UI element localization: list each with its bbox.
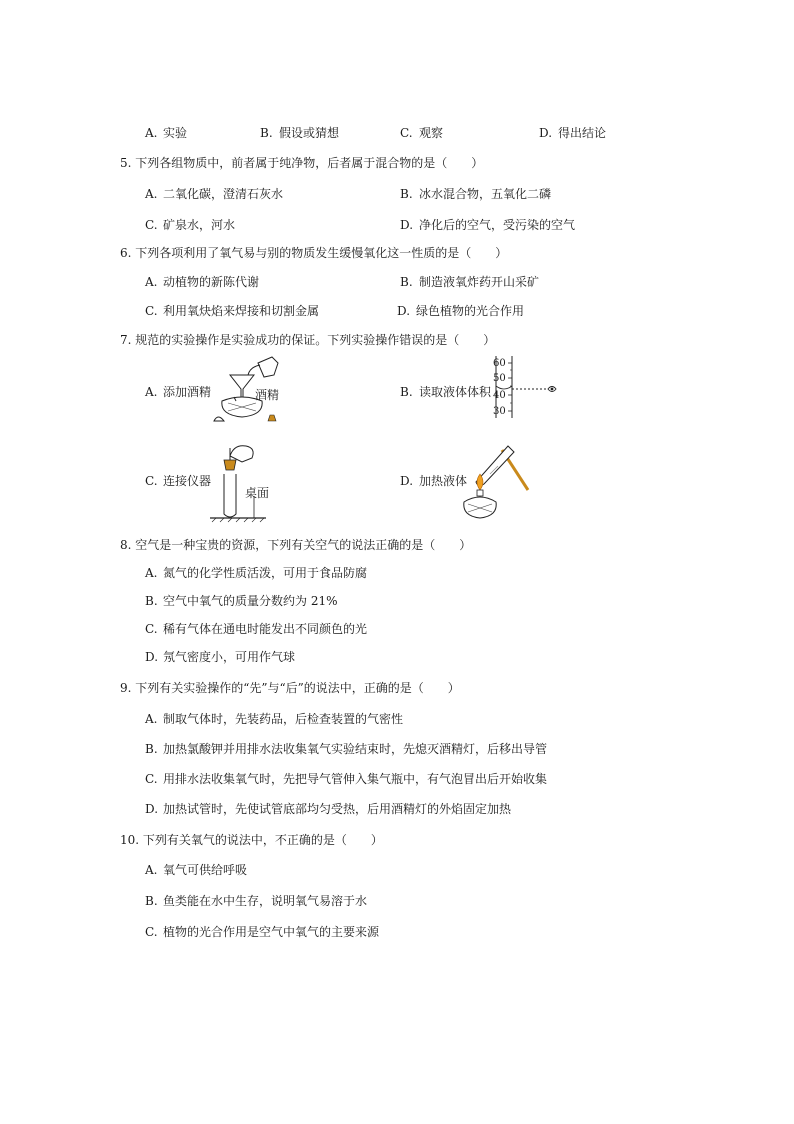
q6-stem: 6. 下列各项利用了氧气易与别的物质发生缓慢氧化这一性质的是（ ）: [120, 246, 508, 260]
q5-option-b-letter: B.: [400, 187, 413, 201]
q7-option-d-text: 加热液体: [419, 474, 468, 488]
funnel-icon: [230, 375, 254, 397]
q7-option-b-text: 读取液体体积: [419, 385, 492, 399]
q10-option-a-text: 氧气可供给呼吸: [163, 863, 248, 877]
q8-stem: 8. 空气是一种宝贵的资源，下列有关空气的说法正确的是（ ）: [120, 538, 472, 552]
q4-option-a-text: 实验: [163, 126, 188, 140]
q5-option-b-text: 冰水混合物，五氧化二磷: [419, 187, 552, 201]
rubber-stopper-icon: [224, 460, 236, 470]
q6-option-b-text: 制造液氧炸药开山采矿: [419, 275, 540, 289]
q9-option-c-text: 用排水法收集氧气时，先把导气管伸入集气瓶中，有气泡冒出后开始收集: [163, 772, 548, 786]
q7-option-c-letter: C.: [145, 474, 158, 488]
connect-apparatus-figure: [210, 438, 280, 524]
q7-option-b-letter: B.: [400, 385, 413, 399]
q10-option-c-text: 植物的光合作用是空气中氧气的主要来源: [163, 925, 380, 939]
scale-tick-50: 50: [493, 373, 506, 384]
q10-option-a-letter: A.: [145, 863, 158, 877]
scale-tick-60: 60: [493, 358, 506, 369]
q7-option-a-letter: A.: [145, 385, 158, 399]
q7-option-a-text: 添加酒精: [163, 385, 212, 399]
q10-option-c-letter: C.: [145, 925, 158, 939]
q10-option-b-letter: B.: [145, 894, 158, 908]
q8-option-d-letter: D.: [145, 650, 159, 664]
q4-option-d-letter: D.: [539, 126, 553, 140]
q7-option-d-letter: D.: [400, 474, 414, 488]
q4-option-a-letter: A.: [145, 126, 158, 140]
q9-option-c-letter: C.: [145, 772, 158, 786]
q6-option-c-text: 利用氧炔焰来焊接和切割金属: [163, 304, 320, 318]
q6-option-d-letter: D.: [397, 304, 411, 318]
q8-option-a-letter: A.: [145, 566, 158, 580]
q5-stem: 5. 下列各组物质中，前者属于纯净物，后者属于混合物的是（ ）: [120, 156, 484, 170]
bottle-cap-icon: [268, 415, 276, 421]
tabletop-label: 桌面: [245, 486, 270, 500]
q9-option-b-text: 加热氯酸钾并用排水法收集氧气实验结束时，先熄灭酒精灯，后移出导管: [163, 742, 548, 756]
q6-option-a-text: 动植物的新陈代谢: [163, 275, 260, 289]
q6-option-a-letter: A.: [145, 275, 158, 289]
q9-option-a-text: 制取气体时，先装药品，后检查装置的气密性: [163, 712, 404, 726]
q9-option-b-letter: B.: [145, 742, 158, 756]
q6-option-d-text: 绿色植物的光合作用: [416, 304, 525, 318]
alcohol-label: 酒精: [255, 388, 280, 402]
q5-option-d-text: 净化后的空气，受污染的空气: [419, 218, 576, 232]
scale-tick-30: 30: [493, 406, 506, 417]
alcohol-lamp-icon: [464, 497, 496, 518]
q5-option-c-letter: C.: [145, 218, 158, 232]
q9-option-d-letter: D.: [145, 802, 159, 816]
heat-liquid-figure: [462, 444, 534, 520]
q10-option-b-text: 鱼类能在水中生存，说明氧气易溶于水: [163, 894, 368, 908]
q7-option-c-text: 连接仪器: [163, 474, 212, 488]
q8-option-c-letter: C.: [145, 622, 158, 636]
q4-option-d-text: 得出结论: [558, 126, 607, 140]
q6-option-c-letter: C.: [145, 304, 158, 318]
q8-option-b-text: 空气中氧气的质量分数约为 21%: [163, 594, 338, 608]
lamp-cap-icon: [214, 417, 224, 421]
q5-option-a-letter: A.: [145, 187, 158, 201]
q5-option-c-text: 矿泉水，河水: [163, 218, 236, 232]
q9-option-a-letter: A.: [145, 712, 158, 726]
hand-icon: [230, 446, 253, 462]
q8-option-d-text: 氖气密度小，可用作气球: [163, 650, 296, 664]
q6-option-b-letter: B.: [400, 275, 413, 289]
q7-stem: 7. 规范的实验操作是实验成功的保证。下列实验操作错误的是（ ）: [120, 333, 496, 347]
q8-option-a-text: 氮气的化学性质活泼，可用于食品防腐: [163, 566, 368, 580]
test-tube-icon: [224, 474, 236, 517]
q4-option-b-text: 假设或猜想: [279, 126, 340, 140]
q5-option-d-letter: D.: [400, 218, 414, 232]
scale-tick-40: 40: [493, 390, 506, 401]
q4-option-b-letter: B.: [260, 126, 273, 140]
q5-option-a-text: 二氧化碳，澄清石灰水: [163, 187, 284, 201]
alcohol-bottle-icon: [258, 357, 278, 377]
q9-stem: 9. 下列有关实验操作的“先”与“后”的说法中，正确的是（ ）: [120, 681, 460, 695]
q4-option-c-text: 观察: [419, 126, 444, 140]
q8-option-c-text: 稀有气体在通电时能发出不同颜色的光: [163, 622, 368, 636]
q4-option-c-letter: C.: [400, 126, 413, 140]
q10-stem: 10. 下列有关氧气的说法中，不正确的是（ ）: [120, 833, 383, 847]
q9-option-d-text: 加热试管时，先使试管底部均匀受热，后用酒精灯的外焰固定加热: [163, 802, 512, 816]
q8-option-b-letter: B.: [145, 594, 158, 608]
